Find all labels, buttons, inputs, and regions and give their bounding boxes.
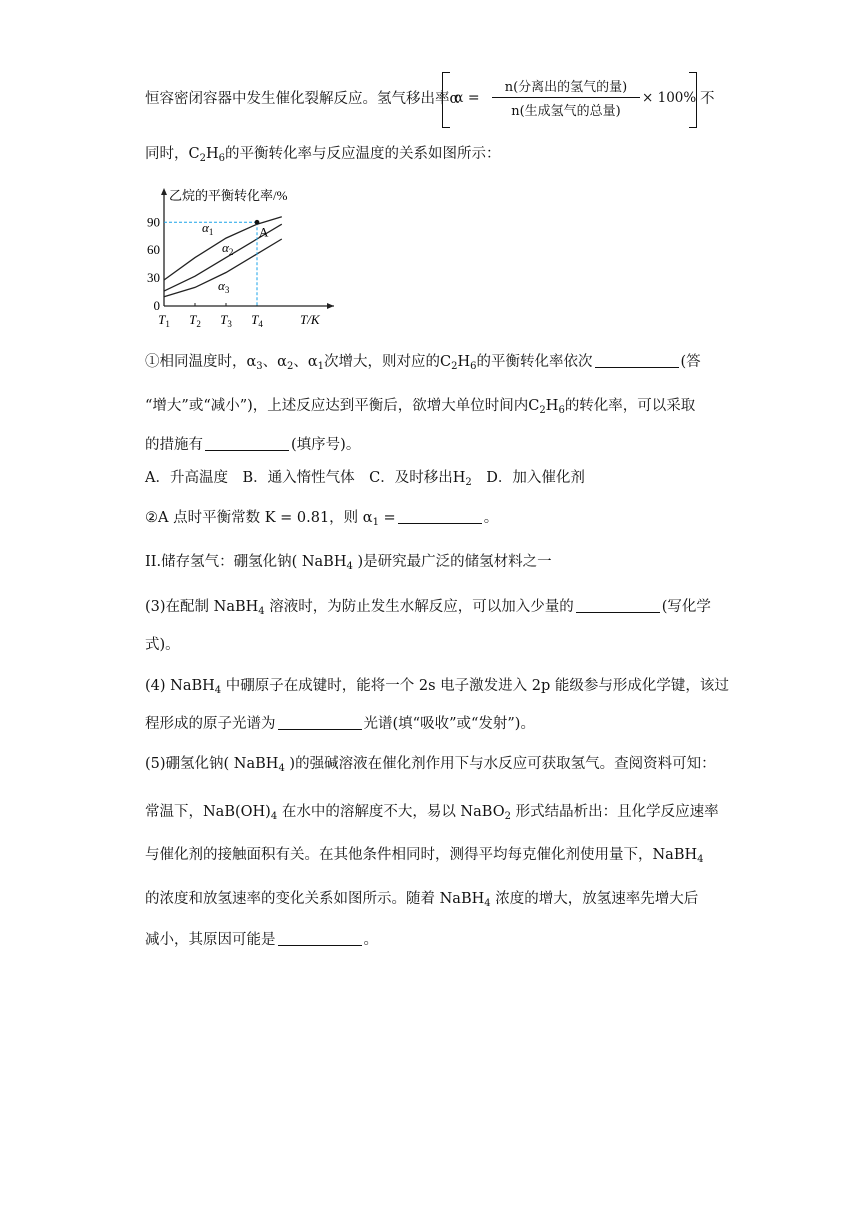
text-seg: 次增大，则对应的C	[324, 354, 452, 370]
point-a-label: A	[259, 224, 269, 240]
part-4-line-1	[145, 676, 729, 701]
text-seg: “增大”或“减小”)，上述反应达到平衡后，欲增大单位时间内C	[145, 398, 540, 414]
x-tick-subscript: 2	[196, 319, 201, 329]
text-seg: 溶液时，为防止发生水解反应，可以加入少量的	[264, 599, 574, 615]
bracket-right	[689, 72, 697, 128]
formula-alpha: α =	[454, 90, 480, 106]
chart-marks	[164, 217, 282, 306]
part-5-line-4	[145, 889, 698, 914]
y-tick-label: 30	[147, 270, 160, 286]
x-tick-label: $T_2$	[189, 312, 201, 329]
subscript: 6	[470, 361, 477, 372]
text-seg: (4) NaBH	[145, 678, 215, 694]
text-seg: 在水中的溶解度不大，易以 NaBO	[277, 804, 505, 820]
subscript: 2	[504, 811, 511, 822]
series-label-subscript: 2	[228, 247, 234, 257]
part-4-line-2	[145, 714, 535, 734]
text-seg: 减小，其原因可能是	[145, 932, 276, 948]
text-seg: 的浓度和放氢速率的变化关系如图所示。随着 NaBH	[145, 891, 485, 907]
text-seg: 的转化率，可以采取	[564, 398, 696, 414]
series-label: $\alpha_2$	[222, 240, 234, 257]
text-seg: (填序号)。	[291, 437, 361, 453]
answer-blank[interactable]	[205, 436, 289, 451]
answer-blank[interactable]	[278, 931, 362, 946]
text-seg: 形式结晶析出：且化学反应速率	[510, 804, 719, 820]
subscript: 3	[256, 361, 263, 372]
text-seg: H	[205, 146, 219, 162]
hydrogen-removal-formula	[442, 72, 697, 126]
text-seg: 。	[483, 510, 499, 526]
text-seg: II.储存氢气：硼氢化钠( NaBH	[145, 554, 347, 570]
text-seg: 、α	[262, 354, 287, 370]
text-seg: 、α	[293, 354, 318, 370]
subscript: 4	[278, 763, 285, 774]
intro-line-1	[145, 89, 459, 109]
part-3-line-2	[145, 635, 180, 655]
x-axis-arrow	[327, 303, 334, 309]
question-1-line-3	[145, 435, 360, 455]
subscript: 4	[270, 811, 278, 822]
text-seg: 。	[363, 932, 378, 948]
y-tick-label: 0	[153, 298, 160, 313]
intro-line-1-end	[700, 89, 715, 109]
series-label: $\alpha_3$	[218, 278, 230, 295]
y-tick-label: 90	[147, 214, 160, 230]
text-seg: )的强碱溶液在催化剂作用下与水反应可获取氢气。查阅资料可知：	[284, 756, 716, 772]
text-seg: 光谱(填“吸收”或“发射”)。	[363, 716, 535, 732]
formula-times-100: × 100%	[642, 90, 697, 106]
subscript: 1	[372, 517, 379, 528]
subscript: 2	[199, 153, 206, 164]
x-tick-label: $T_4$	[251, 312, 263, 329]
subscript: 2	[465, 477, 472, 488]
text-seg: 程形成的原子光谱为	[145, 716, 276, 732]
x-axis-label: T/K	[300, 312, 320, 327]
text-seg: H	[545, 398, 559, 414]
answer-blank[interactable]	[576, 598, 660, 613]
series-label-subscript: 1	[208, 227, 214, 237]
answer-blank[interactable]	[278, 715, 362, 730]
text-seg: 与催化剂的接触面积有关。在其他条件相同时，测得平均每克催化剂使用量下，NaBH	[145, 847, 698, 863]
intro-text-end: 不	[700, 91, 715, 107]
text-seg: ①相同温度时，α	[145, 354, 257, 370]
x-tick-subscript: 4	[258, 319, 263, 329]
text-seg: 式)。	[145, 637, 180, 653]
conversion-chart	[147, 182, 340, 332]
part-5-line-1	[145, 754, 716, 779]
bracket-left	[442, 72, 450, 128]
part-5-line-2	[145, 802, 719, 827]
text-seg: (答	[680, 354, 701, 370]
section-2-heading	[145, 552, 552, 577]
text-seg: 中硼原子在成键时，能将一个 2s 电子激发进入 2p 能级参与形成化学键，该过	[221, 678, 729, 694]
answer-blank[interactable]	[595, 353, 679, 368]
formula-numerator: n(分离出的氢气的量)	[492, 76, 640, 98]
x-tick-label: $T_1$	[158, 312, 170, 329]
subscript: 6	[218, 153, 226, 164]
subscript: 4	[214, 685, 222, 696]
text-seg: (3)在配制 NaBH	[145, 599, 259, 615]
question-2-line	[145, 508, 498, 533]
subscript: 2	[286, 361, 294, 372]
y-axis-arrow	[161, 188, 167, 195]
subscript: 4	[484, 898, 491, 909]
formula-denominator: n(生成氢气的总量)	[511, 104, 621, 119]
text-seg: ②A 点时平衡常数 K = 0.81，则 α	[145, 510, 373, 526]
question-1-line-2	[145, 396, 695, 421]
text-seg: 的平衡转化率与反应温度的关系如图所示：	[225, 146, 501, 162]
series-label-subscript: 3	[224, 285, 230, 295]
part-5-line-5	[145, 930, 378, 950]
formula-fraction	[492, 76, 640, 119]
chart-axes	[147, 188, 334, 329]
subscript: 4	[697, 854, 704, 865]
x-tick-subscript: 1	[165, 319, 170, 329]
y-axis-label: 乙烷的平衡转化率/%	[169, 188, 288, 203]
subscript: 4	[258, 606, 265, 617]
subscript: 6	[558, 405, 565, 416]
options-line	[145, 468, 585, 493]
text-seg: 的平衡转化率依次	[476, 354, 593, 370]
text-seg: A．升高温度 B．通入惰性气体 C．及时移出H	[145, 470, 466, 486]
answer-blank[interactable]	[398, 509, 482, 524]
text-seg: (写化学	[661, 599, 711, 615]
question-1-line-1	[145, 352, 701, 377]
text-seg: )是研究最广泛的储氢材料之一	[352, 554, 552, 570]
text-seg: D．加入催化剂	[471, 470, 585, 486]
text-seg: 的措施有	[145, 437, 203, 453]
x-tick-subscript: 3	[227, 319, 232, 329]
y-tick-label: 60	[147, 242, 160, 258]
text-seg: (5)硼氢化钠( NaBH	[145, 756, 279, 772]
part-5-line-3	[145, 845, 704, 870]
subscript: 2	[539, 405, 546, 416]
subscript: 1	[317, 361, 325, 372]
text-seg: 同时，C	[145, 146, 200, 162]
text-seg: 浓度的增大，放氢速率先增大后	[490, 891, 699, 907]
text-seg: H	[457, 354, 471, 370]
subscript: 2	[451, 361, 458, 372]
text-seg: =	[378, 510, 396, 526]
x-tick-label: $T_3$	[220, 312, 232, 329]
intro-line-2	[145, 144, 501, 169]
part-3-line-1	[145, 597, 711, 622]
text-seg: 常温下，NaB(OH)	[145, 804, 271, 820]
subscript: 4	[346, 561, 353, 572]
series-label: $\alpha_1$	[202, 220, 214, 237]
intro-text: 恒容密闭容器中发生催化裂解反应。氢气移出率α	[145, 91, 460, 107]
